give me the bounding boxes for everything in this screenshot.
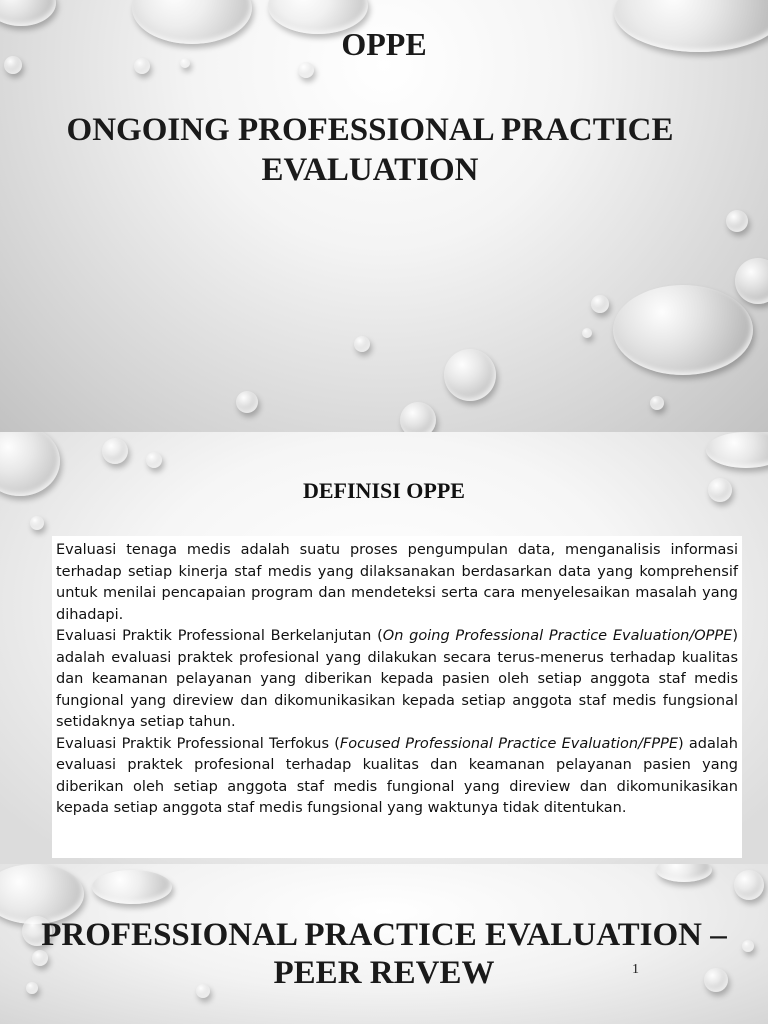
paragraph-text: ) adalah evaluasi praktek profesional yang dilakukan secara terus-menerus terhadap kualitas dan keamanan pelayanan yang diberikan kepada pasien oleh setiap anggota staf medis fungional yang direview dan dikomunikasikan kepada setiap anggota staf medis fungsional setidaknya setiap tahun. [56,628,738,730]
definition-paragraph [56,734,738,820]
water-drop [734,870,764,900]
definition-paragraph [56,540,738,626]
water-drop [706,432,768,468]
paragraph-text: Evaluasi tenaga medis adalah suatu proses pengumpulan data, menganalisis informasi terhadap setiap kinerja staf medis yang dilaksanakan berdasarkan data yang komprehensif untuk menilai pencapaian program dan mendeteksi serta cara menyelesaikan masalah yang dihadapi. [56,542,738,623]
slide-title [0,0,768,432]
water-drop [735,258,768,304]
water-drop [613,285,753,375]
water-drop [0,864,84,924]
paragraph-text: Evaluasi Praktik Professional Terfokus ( [56,735,340,752]
water-drop [102,438,128,464]
water-drop [444,349,496,401]
peer-review-title: PROFESSIONAL PRACTICE EVALUATION – PEER REVEW [41,917,727,991]
slide-definition [0,432,768,864]
water-drop [236,391,258,413]
water-drop [0,0,56,26]
slide-title-heading: OPPE [341,26,427,62]
water-drop [30,516,44,530]
definition-paragraph [56,626,738,734]
paragraph-text: ) adalah evaluasi praktek profesional terhadap kualitas dan keamanan pelayanan pasien yang diberikan oleh setiap anggota staf medis fungional yang direview dan dikomunikasikan kepada setiap anggota staf medis fungsional yang waktunya tidak ditentukan. [56,735,738,816]
definition-heading: DEFINISI OPPE [303,478,465,503]
page-number: 1 [632,962,639,977]
water-drop [591,295,609,313]
paragraph-italic: On going Professional Practice Evaluation/OPPE [382,628,733,644]
slide-subtitle: ONGOING PROFESSIONAL PRACTICE EVALUATION [66,112,674,188]
water-drop [726,210,748,232]
water-drop [298,62,314,78]
water-drop [656,864,712,882]
water-drop [92,870,172,904]
water-drop [146,452,162,468]
water-drop [650,396,664,410]
slide-peer-review [0,864,768,1024]
water-drop [400,402,436,432]
paragraph-text: Evaluasi Praktik Professional Berkelanjutan ( [56,628,383,644]
definition-text-box [52,536,742,858]
paragraph-italic: Focused Professional Practice Evaluation/FPPE [339,735,678,752]
water-drop [354,336,370,352]
water-drop [582,328,592,338]
